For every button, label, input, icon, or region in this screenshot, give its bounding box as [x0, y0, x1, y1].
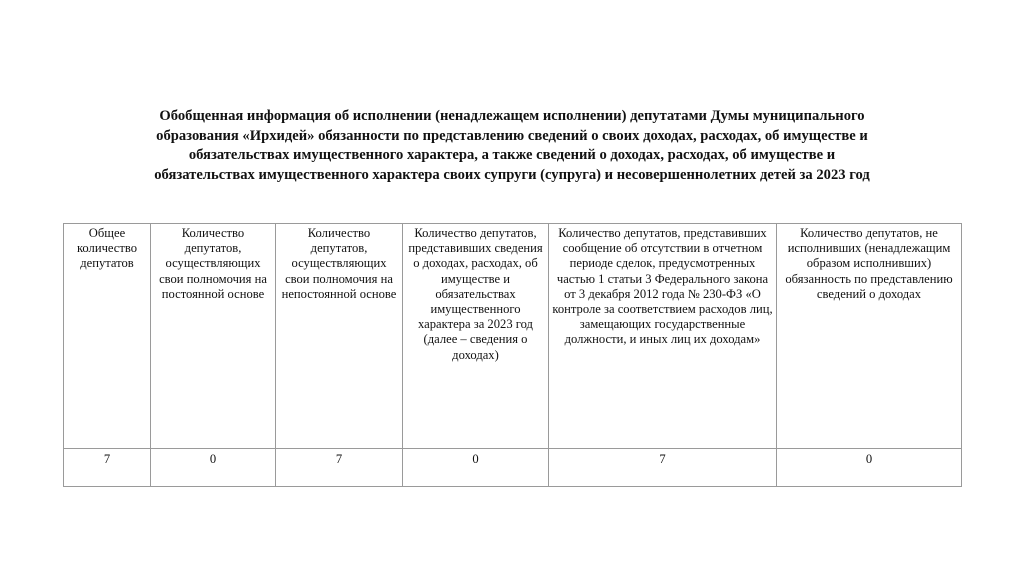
title-line-3: обязательствах имущественного характера, а также сведений о доходах, расходах, об имуществе и — [188, 147, 836, 164]
document-title — [60, 107, 964, 185]
header-failed-to-submit: Количество депутатов, не исполнивших (ненадлежащим образом исполнивших) обязанность по представлению сведений о доходах — [777, 224, 962, 449]
deputies-report-table — [63, 223, 962, 487]
table-row — [64, 449, 962, 487]
value-total-deputies: 7 — [64, 449, 151, 487]
value-failed-to-submit: 0 — [777, 449, 962, 487]
title-line-4: обязательствах имущественного характера своих супруги (супруга) и несовершеннолетних детей за 2023 год — [154, 166, 870, 183]
value-permanent-basis: 0 — [151, 449, 276, 487]
header-permanent-basis: Количество депутатов, осуществляющих свои полномочия на постоянной основе — [151, 224, 276, 449]
header-total-deputies: Общее количество депутатов — [64, 224, 151, 449]
header-submitted-income-info: Количество депутатов, представивших сведения о доходах, расходах, об имуществе и обязательствах имущественного характера за 2023 год (далее – сведения о доходах) — [403, 224, 549, 449]
header-submitted-no-transactions-notice: Количество депутатов, представивших сообщение об отсутствии в отчетном периоде сделок, предусмотренных частью 1 статьи 3 Федерального закона от 3 декабря 2012 года № 230-ФЗ «О контроле за соответствием расходов лиц, замещающих государственные должности, и иных лиц их доходам» — [549, 224, 777, 449]
value-submitted-no-transactions-notice: 7 — [549, 449, 777, 487]
value-submitted-income-info: 0 — [403, 449, 549, 487]
header-non-permanent-basis: Количество депутатов, осуществляющих свои полномочия на непостоянной основе — [276, 224, 403, 449]
table-header-row — [64, 224, 962, 449]
title-line-1: Обобщенная информация об исполнении (ненадлежащем исполнении) депутатами Думы муниципального — [159, 108, 865, 124]
title-line-2: образования «Ирхидей» обязанности по представлению сведений о своих доходах, расходах, об имуществе и — [156, 127, 868, 144]
value-non-permanent-basis: 7 — [276, 449, 403, 487]
